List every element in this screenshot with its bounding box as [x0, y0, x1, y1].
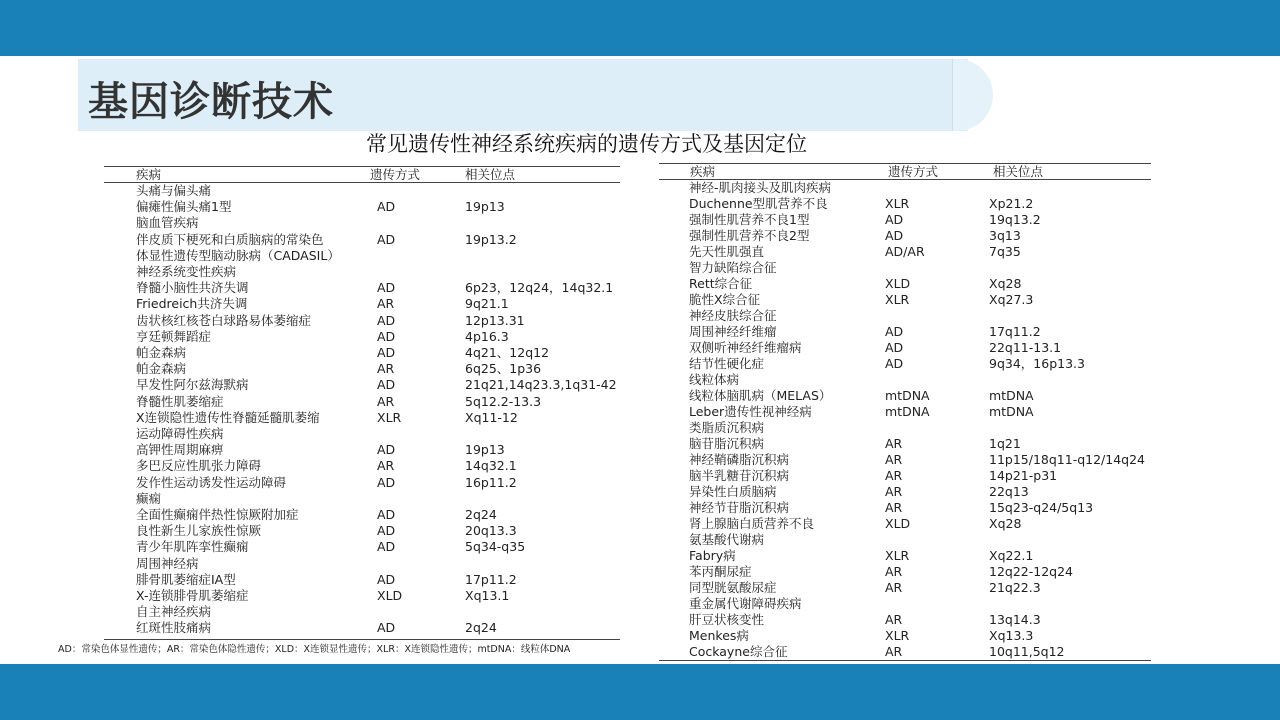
disease-cell: 帕金森病 [136, 361, 187, 377]
table-row [104, 329, 620, 345]
locus-cell: 3q13 [989, 228, 1021, 243]
left-table [104, 165, 620, 641]
mode-cell: AD/AR [885, 244, 925, 259]
locus-cell: 20q13.3 [465, 523, 517, 539]
locus-cell: Xq27.3 [989, 292, 1034, 307]
table-row [104, 572, 620, 588]
disease-cell: Menkes病 [689, 628, 749, 643]
table-row [104, 394, 620, 410]
mode-cell: AR [885, 580, 903, 595]
mode-cell: AD [377, 620, 396, 636]
disease-cell: 类脂质沉积病 [689, 420, 765, 435]
locus-cell: 17q11.2 [989, 324, 1041, 339]
table-row [104, 442, 620, 458]
locus-cell: Xq22.1 [989, 548, 1034, 563]
disease-cell: 同型胱氨酸尿症 [689, 580, 777, 595]
title-band-cap-inner [952, 59, 993, 131]
disease-cell: Fabry病 [689, 548, 736, 563]
header-locus: 相关位点 [993, 164, 1044, 179]
mode-cell: XLD [885, 516, 911, 531]
disease-cell: 线粒体脑肌病（MELAS） [689, 388, 832, 403]
table-row [659, 500, 1151, 516]
locus-cell: 14p21-p31 [989, 468, 1058, 483]
bottom-banner [0, 664, 1280, 720]
locus-cell: 14q32.1 [465, 458, 517, 474]
disease-cell: 双侧听神经纤维瘤病 [689, 340, 802, 355]
mode-cell: AR [377, 393, 395, 409]
category-row [104, 556, 620, 572]
disease-cell: 脑血管疾病 [136, 215, 199, 231]
disease-cell: 全面性癫痫伴热性惊厥附加症 [136, 507, 299, 522]
mode-cell: AR [377, 296, 395, 312]
locus-cell: Xq11-12 [465, 409, 518, 425]
disease-cell: Rett综合征 [689, 276, 753, 291]
locus-cell: Xq28 [989, 516, 1022, 531]
locus-cell: 1q21 [989, 436, 1021, 451]
mode-cell: XLR [885, 628, 910, 643]
category-row [104, 604, 620, 620]
disease-cell: 神经节苷脂沉积病 [689, 500, 790, 515]
table-row [659, 612, 1151, 628]
disease-cell: 脆性X综合征 [689, 292, 761, 307]
table-row [659, 516, 1151, 532]
mode-cell: AD [377, 312, 396, 328]
table-row [104, 232, 620, 248]
locus-cell: 12p13.31 [465, 312, 525, 328]
category-row [104, 264, 620, 280]
disease-cell: 发作性运动诱发性运动障碍 [136, 474, 287, 490]
mode-cell: AD [377, 507, 396, 522]
mode-cell: AD [885, 228, 904, 243]
right-table-bottom-rule [659, 660, 1151, 661]
disease-cell: 肾上腺脑白质营养不良 [689, 516, 815, 531]
locus-cell: 9q34，16p13.3 [989, 356, 1085, 371]
locus-cell: 22q11-13.1 [989, 340, 1062, 355]
table-row [104, 345, 620, 361]
locus-cell: 6p23，12q24，14q32.1 [465, 280, 614, 296]
category-row [659, 180, 1151, 196]
table-row [104, 539, 620, 555]
mode-cell: AR [885, 644, 903, 659]
table-row [659, 644, 1151, 660]
right-table-header [659, 164, 1151, 180]
locus-cell: 12q22-12q24 [989, 564, 1074, 579]
disease-cell: 苯丙酮尿症 [689, 564, 752, 579]
locus-cell: Xq28 [989, 276, 1022, 291]
mode-cell: AD [377, 328, 396, 344]
mode-cell: AR [885, 612, 903, 627]
locus-cell: 10q11,5q12 [989, 644, 1065, 659]
table-row [104, 475, 620, 491]
table-row [659, 356, 1151, 372]
disease-cell: 头痛与偏头痛 [136, 183, 212, 198]
disease-cell: 体显性遗传型脑动脉病（CADASIL） [136, 247, 340, 263]
disease-cell: 帕金森病 [136, 345, 187, 360]
disease-cell: 神经皮肤综合征 [689, 308, 777, 323]
disease-cell: 偏瘫性偏头痛1型 [136, 199, 232, 215]
mode-cell: AD [377, 474, 396, 490]
mode-cell: AR [885, 436, 903, 451]
disease-cell: 伴皮质下梗死和白质脑病的常染色 [136, 231, 324, 247]
mode-cell: XLR [377, 409, 402, 425]
mode-cell: AD [377, 377, 396, 393]
category-row [659, 532, 1151, 548]
table-row [659, 452, 1151, 468]
disease-cell: 肝豆状核变性 [689, 612, 765, 627]
disease-cell: Friedreich共济失调 [136, 296, 248, 312]
disease-cell: 先天性肌强直 [689, 244, 765, 259]
locus-cell: 2q24 [465, 620, 497, 636]
mode-cell: AR [885, 452, 903, 467]
locus-cell: 5q34-q35 [465, 539, 526, 555]
disease-cell: 神经系统变性疾病 [136, 264, 237, 279]
header-locus: 相关位点 [465, 167, 516, 182]
locus-cell: 16p11.2 [465, 474, 517, 490]
mode-cell: AR [885, 500, 903, 515]
locus-cell: 5q12.2-13.3 [465, 393, 542, 409]
locus-cell: mtDNA [989, 404, 1034, 419]
mode-cell: AD [377, 539, 396, 555]
locus-cell: mtDNA [989, 388, 1034, 403]
disease-cell: 高钾性周期麻痹 [136, 442, 224, 458]
locus-cell: 7q35 [989, 244, 1021, 259]
top-banner [0, 0, 1280, 56]
locus-cell: 4q21、12q12 [465, 345, 550, 360]
mode-cell: AD [377, 442, 396, 458]
table-row [659, 484, 1151, 500]
table-row [104, 361, 620, 377]
mode-cell: mtDNA [885, 404, 930, 419]
category-row [104, 215, 620, 231]
disease-cell: 线粒体病 [689, 372, 740, 387]
locus-cell: 6q25、1p36 [465, 361, 542, 377]
mode-cell: AD [377, 523, 396, 539]
table-row [659, 628, 1151, 644]
mode-cell: AD [377, 199, 396, 215]
table-row [659, 468, 1151, 484]
table-row [659, 404, 1151, 420]
locus-cell: 9q21.1 [465, 296, 509, 312]
left-table-bottom-rule [104, 639, 620, 640]
disease-cell: 结节性硬化症 [689, 356, 765, 371]
table-row [104, 313, 620, 329]
disease-cell: 强制性肌营养不良1型 [689, 212, 810, 227]
locus-cell: 2q24 [465, 507, 497, 522]
disease-cell: X-连锁腓骨肌萎缩症 [136, 588, 249, 603]
disease-cell: 齿状核红核苍白球路易体萎缩症 [136, 312, 312, 328]
disease-cell: 周围神经纤维瘤 [689, 324, 777, 339]
disease-cell: 青少年肌阵挛性癫痫 [136, 539, 249, 555]
disease-cell: 异染性白质脑病 [689, 484, 777, 499]
disease-cell: 智力缺陷综合征 [689, 260, 777, 275]
disease-cell: 红斑性肢痛病 [136, 620, 212, 636]
mode-cell: AR [885, 468, 903, 483]
mode-cell: mtDNA [885, 388, 930, 403]
disease-cell: 周围神经病 [136, 555, 199, 571]
mode-cell: AR [885, 564, 903, 579]
disease-cell: 运动障碍性疾病 [136, 426, 224, 441]
right-table [659, 162, 1151, 662]
left-table-header [104, 167, 620, 183]
mode-cell: AD [377, 571, 396, 587]
disease-cell: 强制性肌营养不良2型 [689, 228, 810, 243]
table-row [659, 340, 1151, 356]
category-row [104, 491, 620, 507]
locus-cell: 19q13.2 [989, 212, 1041, 227]
mode-cell: XLD [885, 276, 911, 291]
disease-cell: 良性新生儿家族性惊厥 [136, 523, 262, 539]
header-disease: 疾病 [136, 167, 162, 182]
category-row [104, 426, 620, 442]
disease-cell: 自主神经疾病 [136, 604, 212, 620]
disease-cell: 亨廷顿舞蹈症 [136, 328, 212, 344]
table-row [104, 410, 620, 426]
mode-cell: XLR [885, 196, 910, 211]
disease-cell: 脊髓性肌萎缩症 [136, 393, 224, 409]
disease-cell: Leber遗传性视神经病 [689, 404, 812, 419]
category-row [104, 183, 620, 199]
locus-cell: 11p15/18q11-q12/14q24 [989, 452, 1146, 467]
locus-cell: Xp21.2 [989, 196, 1034, 211]
category-row [659, 308, 1151, 324]
locus-cell: 17p11.2 [465, 571, 517, 587]
locus-cell: Xq13.1 [465, 588, 510, 603]
table-row [659, 580, 1151, 596]
table-row [659, 564, 1151, 580]
disease-cell: Duchenne型肌营养不良 [689, 196, 828, 211]
disease-cell: 早发性阿尔兹海默病 [136, 377, 249, 393]
locus-cell: 19p13 [465, 442, 505, 458]
mode-cell: AD [377, 280, 396, 296]
locus-cell: 19p13 [465, 199, 505, 215]
category-row [659, 372, 1151, 388]
mode-cell: AR [377, 458, 395, 474]
locus-cell: Xq13.3 [989, 628, 1034, 643]
mode-cell: XLR [885, 548, 910, 563]
disease-cell: 脊髓小脑性共济失调 [136, 280, 249, 296]
table-row [659, 276, 1151, 292]
locus-cell: 21q22.3 [989, 580, 1041, 595]
disease-cell: 腓骨肌萎缩症IA型 [136, 571, 236, 587]
mode-cell: AD [377, 231, 396, 247]
table-row [659, 212, 1151, 228]
table-row [659, 244, 1151, 260]
disease-cell: 脑半乳糖苷沉积病 [689, 468, 790, 483]
header-disease: 疾病 [690, 164, 716, 179]
table-row [104, 507, 620, 523]
locus-cell: 22q13 [989, 484, 1029, 499]
locus-cell: 13q14.3 [989, 612, 1041, 627]
disease-cell: 多巴反应性肌张力障碍 [136, 458, 262, 474]
category-row [659, 420, 1151, 436]
mode-cell: AD [885, 340, 904, 355]
table-row [104, 199, 620, 215]
category-row [659, 260, 1151, 276]
table-row [659, 292, 1151, 308]
header-mode: 遗传方式 [888, 164, 939, 179]
table-row [659, 196, 1151, 212]
disease-cell: 氨基酸代谢病 [689, 532, 765, 547]
footnote: AD：常染色体显性遗传；AR：常染色体隐性遗传；XLD：X连锁显性遗传；XLR：X连锁隐性遗传；mtDNA：线粒体DNA [58, 644, 571, 655]
disease-cell: Cockayne综合征 [689, 644, 788, 659]
table-row [659, 548, 1151, 564]
table-row [104, 296, 620, 312]
disease-cell: 重金属代谢障碍疾病 [689, 596, 802, 611]
category-row [659, 596, 1151, 612]
table-row [104, 377, 620, 393]
disease-cell: 神经-肌肉接头及肌肉疾病 [689, 180, 832, 195]
table-row [104, 588, 620, 604]
table-row [104, 523, 620, 539]
mode-cell: AR [885, 484, 903, 499]
header-mode: 遗传方式 [370, 167, 421, 182]
locus-cell: 4p16.3 [465, 328, 509, 344]
table-row [104, 280, 620, 296]
disease-cell: 神经鞘磷脂沉积病 [689, 452, 790, 467]
mode-cell: AD [885, 356, 904, 371]
mode-cell: AD [377, 345, 396, 360]
table-row [659, 228, 1151, 244]
slide-title: 基因诊断技术 [88, 79, 334, 125]
table-row [104, 620, 620, 636]
disease-cell: 癫痫 [136, 490, 162, 506]
table-row [104, 458, 620, 474]
disease-cell: 脑苷脂沉积病 [689, 436, 765, 451]
table-row [659, 388, 1151, 404]
mode-cell: XLR [885, 292, 910, 307]
mode-cell: AD [885, 324, 904, 339]
table-row [659, 324, 1151, 340]
disease-cell: X连锁隐性遗传性脊髓延髓肌萎缩 [136, 409, 320, 425]
mode-cell: AR [377, 361, 395, 377]
table-title: 常见遗传性神经系统疾病的遗传方式及基因定位 [366, 132, 807, 156]
table-row [104, 248, 620, 264]
mode-cell: XLD [377, 588, 403, 603]
mode-cell: AD [885, 212, 904, 227]
table-row [659, 436, 1151, 452]
locus-cell: 15q23-q24/5q13 [989, 500, 1094, 515]
locus-cell: 21q21,14q23.3,1q31-42 [465, 377, 617, 393]
locus-cell: 19p13.2 [465, 231, 517, 247]
